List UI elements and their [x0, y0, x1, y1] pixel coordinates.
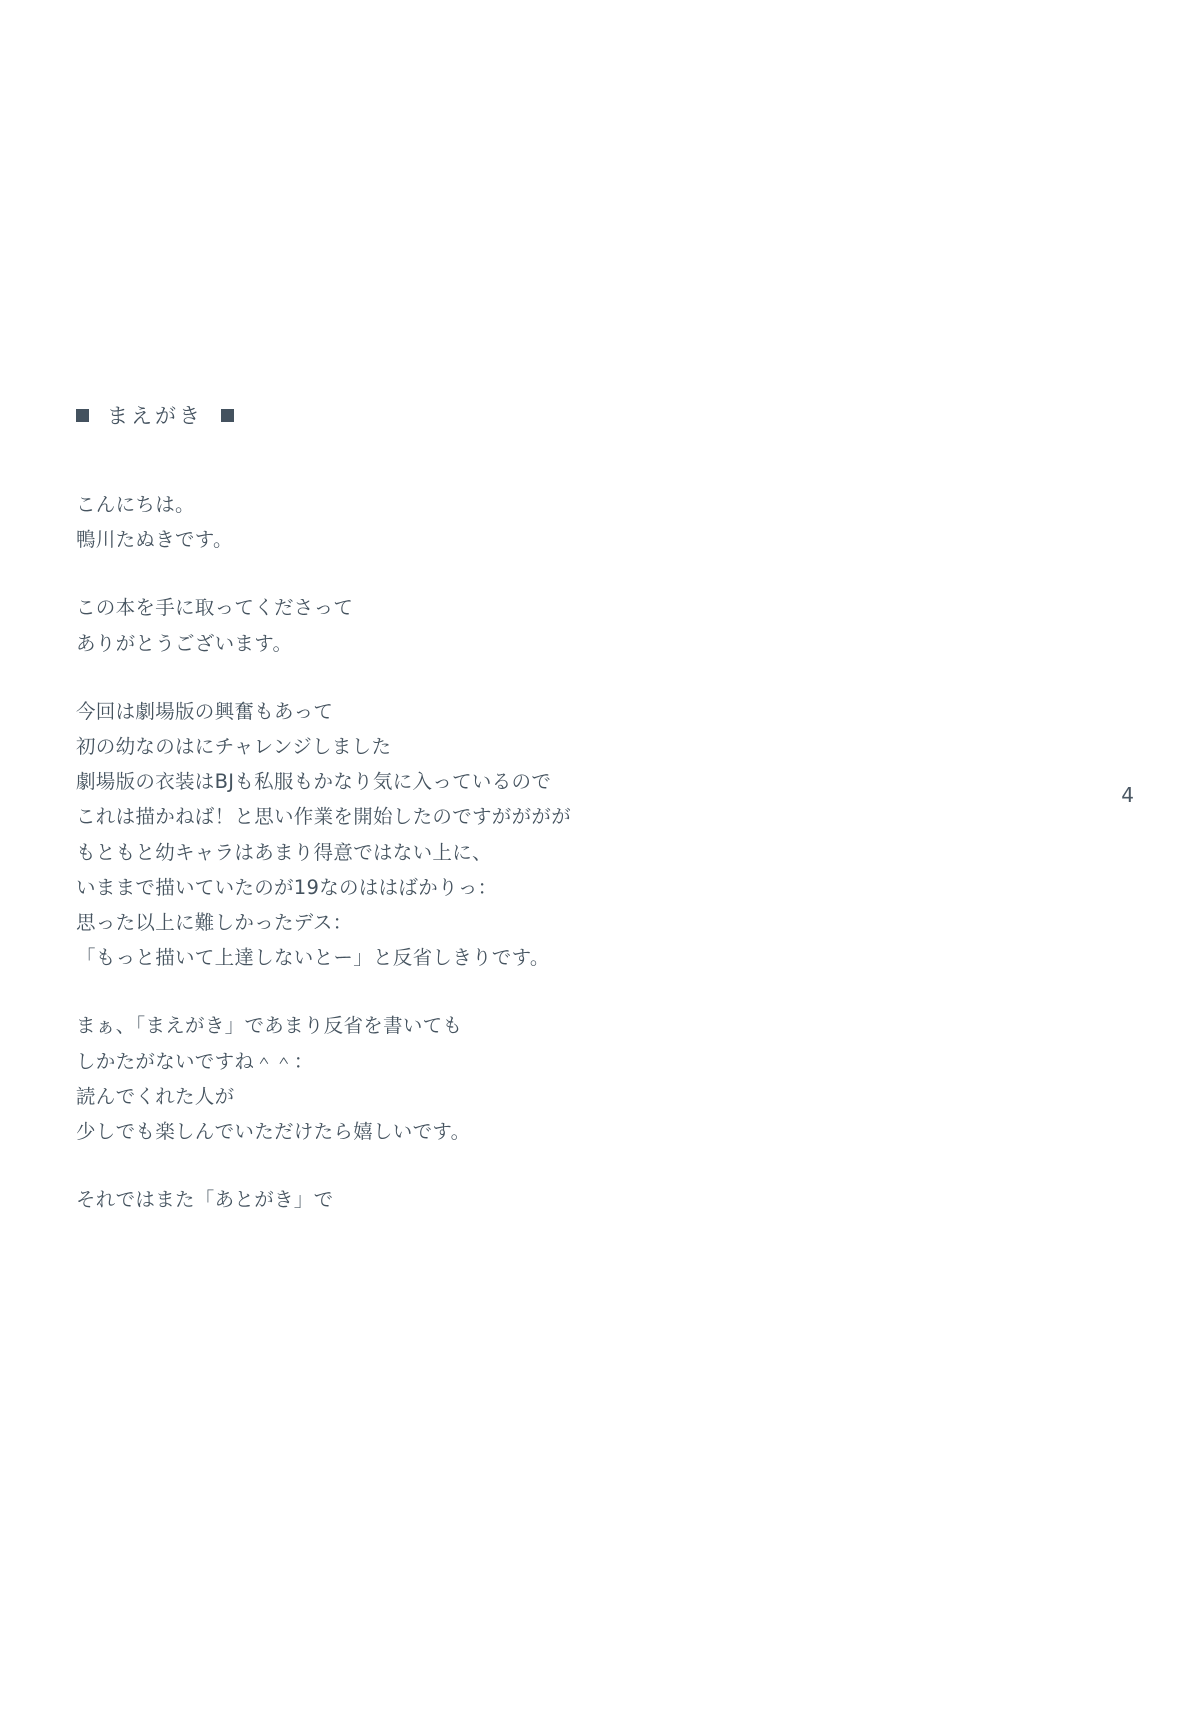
section-heading: [76, 400, 234, 430]
paragraph-reflection: [76, 1008, 776, 1149]
text-line: まぁ、「まえがき」であまり反省を書いても: [76, 1014, 463, 1038]
text-line: 「もっと描いて上達しないとー」と反省しきりです。: [76, 946, 550, 970]
square-bullet-left-icon: [76, 409, 89, 422]
body-text: [76, 487, 776, 1217]
text-line: 初の幼なのはにチャレンジしました: [76, 735, 392, 759]
text-line: この本を手に取ってくださって: [76, 596, 354, 620]
text-line: 読んでくれた人が: [76, 1084, 235, 1108]
square-bullet-right-icon: [221, 409, 234, 422]
text-line: 思った以上に難しかったデス：: [76, 911, 353, 935]
text-line: これは描かねば！と思い作業を開始したのですがががが: [76, 805, 572, 829]
page-number: 4: [1121, 783, 1134, 807]
text-line: 今回は劇場版の興奮もあって: [76, 699, 334, 723]
text-line: それではまた「あとがき」で: [76, 1188, 334, 1212]
text-line: 鴨川たぬきです。: [76, 528, 233, 552]
text-line: こんにちは。: [76, 493, 195, 516]
text-line: 劇場版の衣装はBJも私服もかなり気に入っているので: [76, 770, 552, 794]
text-line: しかたがないですね＾＾：: [76, 1049, 314, 1073]
text-line: もともと幼キャラはあまり得意ではない上に、: [76, 840, 492, 864]
paragraph-main-note: [76, 694, 776, 976]
paragraph-greeting: [76, 487, 776, 557]
section-heading-label: まえがき: [107, 404, 203, 428]
text-line: ありがとうございます。: [76, 631, 293, 655]
text-line: いままで描いていたのが19なのははばかりっ：: [76, 875, 498, 899]
text-line: 少しでも楽しんでいただけたら嬉しいです。: [76, 1120, 471, 1144]
paragraph-thanks: [76, 590, 776, 660]
paragraph-closing: [76, 1182, 776, 1217]
